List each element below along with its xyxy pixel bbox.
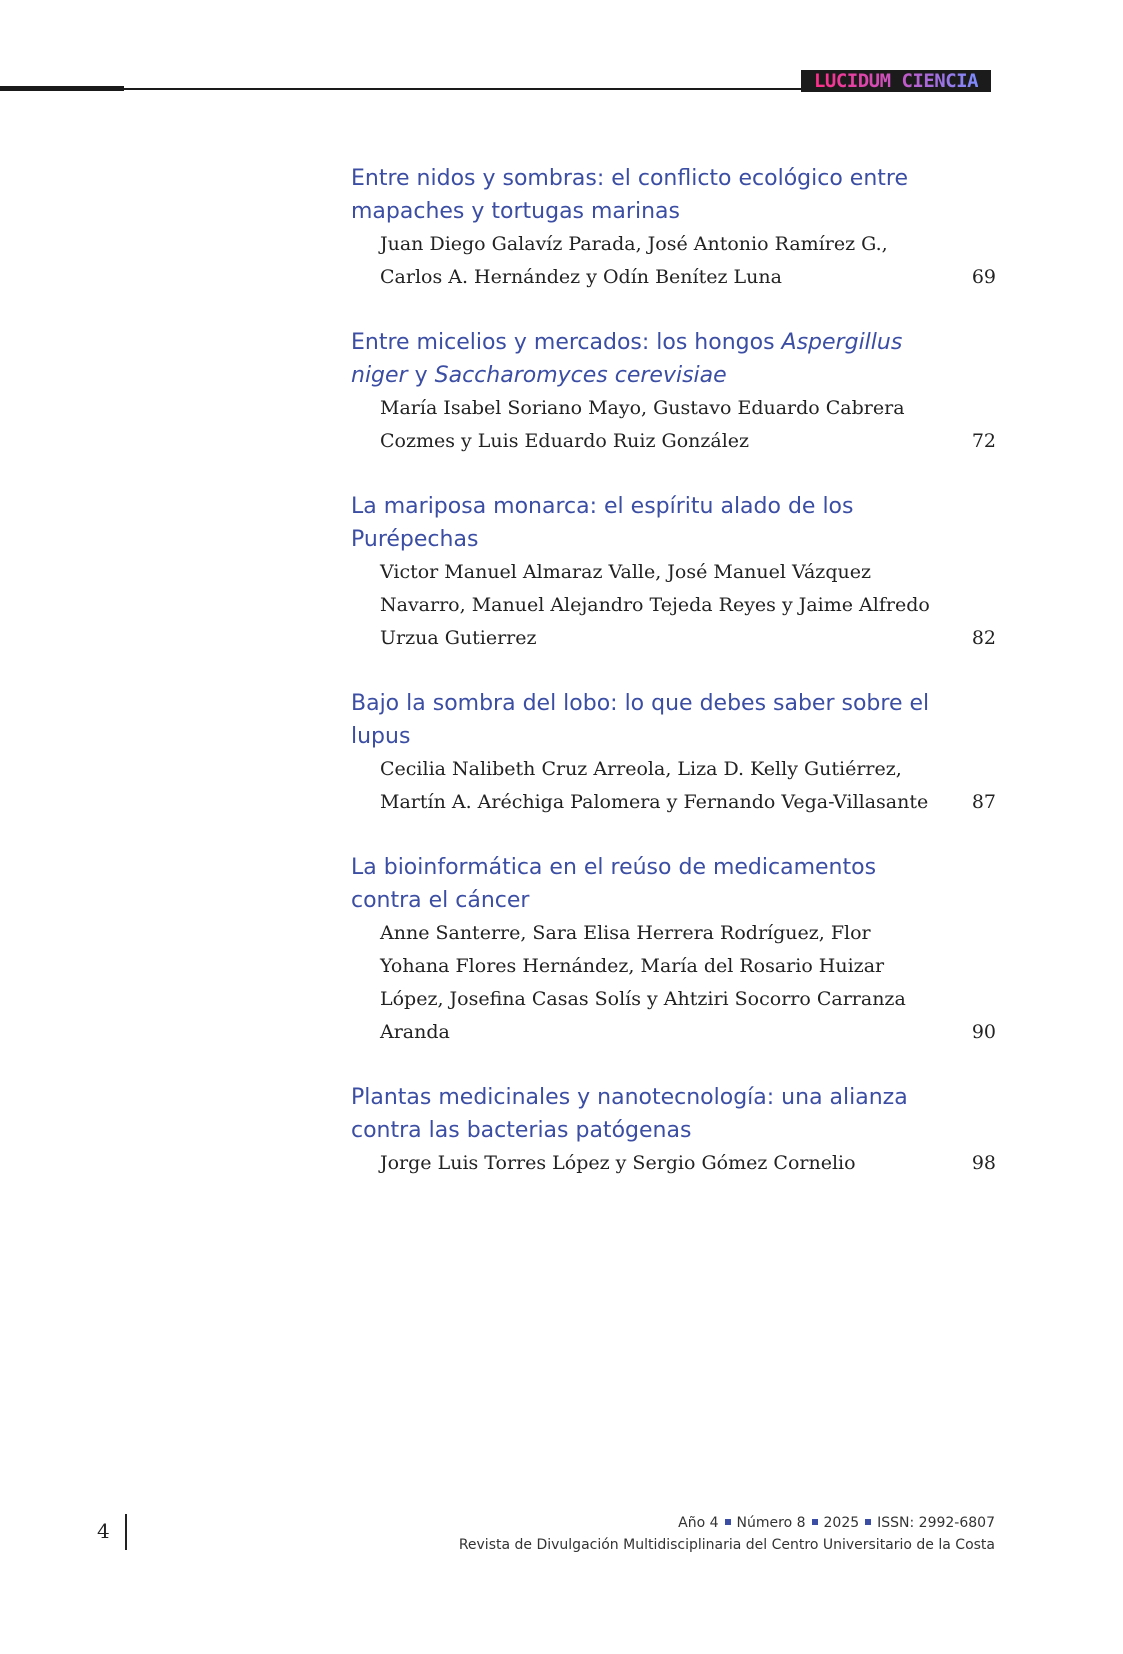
square-bullet-icon — [812, 1519, 818, 1525]
toc-entry-title[interactable] — [351, 490, 946, 556]
square-bullet-icon — [865, 1519, 871, 1525]
toc-entry-title[interactable] — [351, 851, 946, 917]
toc-entry-byline — [351, 556, 996, 655]
footer-issue: Número 8 — [736, 1515, 806, 1531]
toc-entry-page[interactable]: 87 — [971, 791, 996, 813]
toc-entry-byline — [351, 753, 996, 819]
footer-issn: ISSN: 2992-6807 — [877, 1515, 995, 1531]
toc-entry-page[interactable]: 90 — [971, 1021, 996, 1043]
toc-entry-byline — [351, 228, 996, 294]
toc-entry[interactable] — [351, 162, 996, 294]
toc-entry-byline — [351, 917, 996, 1049]
square-bullet-icon — [725, 1519, 731, 1525]
footer-issue-line — [459, 1512, 995, 1534]
toc-entry-page[interactable]: 72 — [971, 430, 996, 452]
toc-entry-authors: Jorge Luis Torres López y Sergio Gómez Cornelio — [380, 1152, 856, 1174]
title-text: La mariposa monarca: el espíritu alado de los Purépechas — [351, 494, 854, 552]
toc-entry-title[interactable] — [351, 162, 946, 228]
toc-entry-page[interactable]: 69 — [971, 266, 996, 288]
table-of-contents — [351, 162, 996, 1212]
toc-entry-page[interactable]: 98 — [971, 1152, 996, 1174]
journal-brand-logo — [801, 70, 991, 92]
title-text: Plantas medicinales y nanotecnología: una alianza contra las bacterias patógenas — [351, 1085, 908, 1143]
title-text: La bioinformática en el reúso de medicamentos contra el cáncer — [351, 855, 877, 913]
toc-entry-authors: María Isabel Soriano Mayo, Gustavo Eduardo Cabrera Cozmes y Luis Eduardo Ruiz González — [380, 397, 905, 452]
toc-entry-title[interactable] — [351, 326, 946, 392]
toc-entry-title[interactable] — [351, 687, 946, 753]
toc-entry-title[interactable] — [351, 1081, 946, 1147]
toc-entry-authors: Victor Manuel Almaraz Valle, José Manuel Vázquez Navarro, Manuel Alejandro Tejeda Reyes y Jaime Alfredo Urzua Gutierrez — [380, 561, 930, 649]
toc-entry[interactable] — [351, 490, 996, 655]
toc-entry[interactable] — [351, 1081, 996, 1180]
toc-entry-authors: Juan Diego Galavíz Parada, José Antonio Ramírez G., Carlos A. Hernández y Odín Benítez Luna — [380, 233, 888, 288]
page-number: 4 — [97, 1519, 110, 1543]
brand-text: LUCIDUM CIENCIA — [813, 70, 979, 92]
toc-entry-byline — [351, 1147, 996, 1180]
toc-entry[interactable] — [351, 687, 996, 819]
folio-divider — [125, 1514, 127, 1550]
footer-date: 2025 — [823, 1515, 860, 1531]
toc-entry[interactable] — [351, 851, 996, 1049]
title-text: y — [407, 363, 435, 388]
toc-entry-byline — [351, 392, 996, 458]
title-text: Bajo la sombra del lobo: lo que debes saber sobre el lupus — [351, 691, 930, 749]
toc-entry-authors: Anne Santerre, Sara Elisa Herrera Rodríguez, Flor Yohana Flores Hernández, María del Rosario Huizar López, Josefina Casas Solís y Ahtziri Socorro Carranza Aranda — [380, 922, 906, 1043]
toc-entry-authors: Cecilia Nalibeth Cruz Arreola, Liza D. Kelly Gutiérrez, Martín A. Aréchiga Palomera y Fernando Vega-Villasante — [380, 758, 929, 813]
toc-entry[interactable] — [351, 326, 996, 458]
footer-info — [459, 1512, 995, 1556]
toc-entry-page[interactable]: 82 — [971, 627, 996, 649]
title-text: Entre nidos y sombras: el conflicto ecológico entre mapaches y tortugas marinas — [351, 166, 908, 224]
title-scientific-name: Saccharomyces cerevisiae — [434, 363, 727, 388]
title-text: Entre micelios y mercados: los hongos — [351, 330, 782, 355]
footer-year: Año 4 — [678, 1515, 719, 1531]
title-scientific-name: Aspergillus niger — [351, 330, 903, 388]
footer-journal-name: Revista de Divulgación Multidisciplinaria del Centro Universitario de la Costa — [458, 1537, 995, 1553]
